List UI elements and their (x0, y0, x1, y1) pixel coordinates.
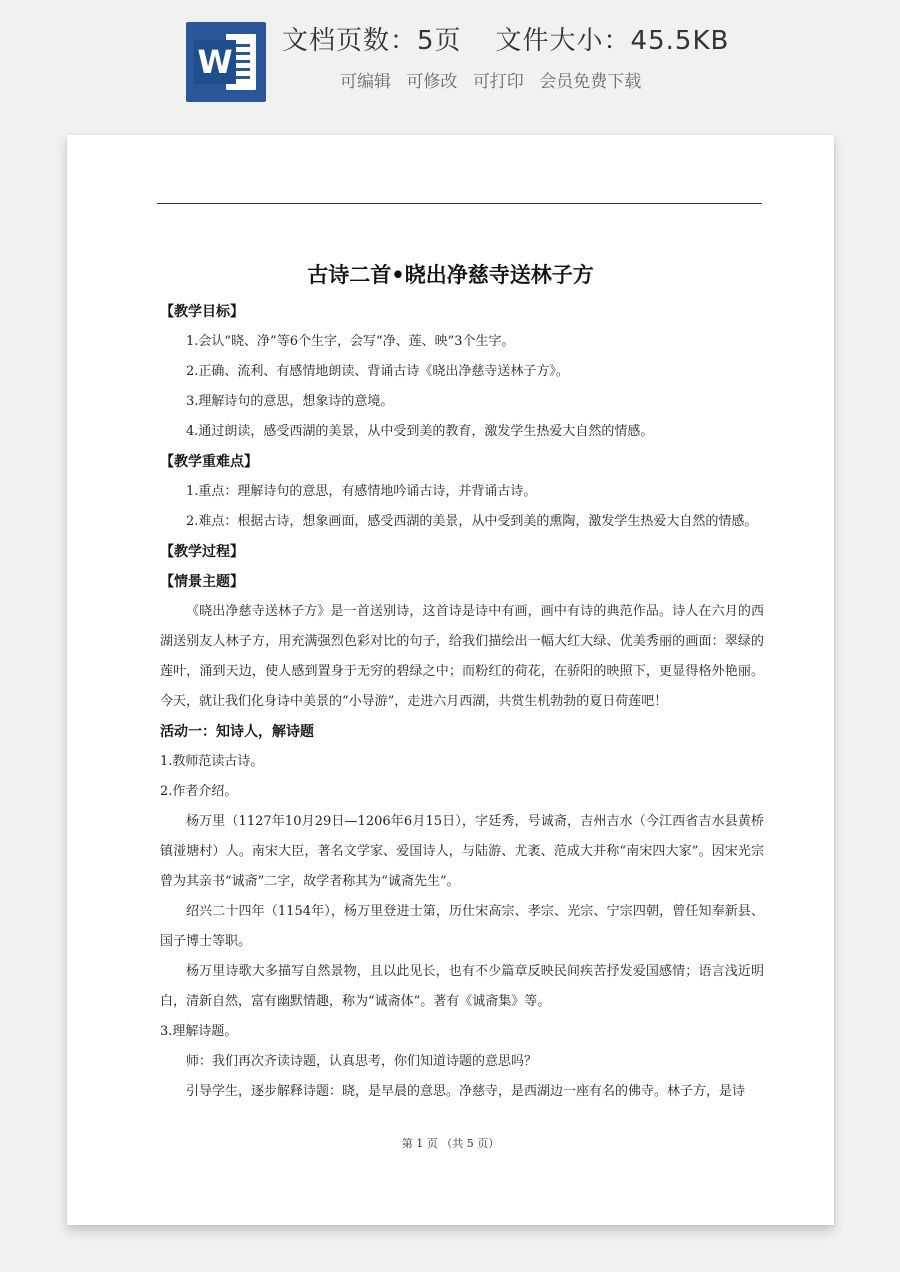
list-item: 2.难点：根据古诗，想象画面，感受西湖的美景，从中受到美的熏陶，激发学生热爱大自然的情感。 (186, 514, 758, 529)
paragraph: 杨万里（1127年10月29日—1206年6月15日），字廷秀，号诚斋，吉州吉水（今江西省吉水县黄桥镇湴塘村）人。南宋大臣，著名文学家、爱国诗人，与陆游、尤袤、范成大并称“南宋四大家”。因宋光宗曾为其亲书“诚斋”二字，故学者称其为“诚斋先生”。 (160, 814, 764, 889)
document-page (67, 135, 834, 1225)
section-heading: 【情景主题】 (160, 574, 244, 590)
list-item: 1.会认“晓、净”等6个生字，会写“净、莲、映”3个生字。 (186, 334, 515, 349)
page-footer: 第 1 页 （共 5 页） (401, 1137, 500, 1150)
document-title: 古诗二首•晓出净慈寺送林子方 (307, 262, 594, 287)
download-banner (0, 0, 900, 120)
feature-member-free-download: 会员免费下载 (539, 72, 642, 92)
feature-list (340, 67, 651, 92)
section-heading: 【教学过程】 (160, 544, 244, 560)
page-count-label: 文档页数：5页 (282, 26, 462, 56)
word-icon-letter: W (194, 40, 236, 84)
list-item: 1.教师范读古诗。 (160, 754, 264, 769)
paragraph: 师：我们再次齐读诗题，认真思考，你们知道诗题的意思吗？ (186, 1054, 538, 1069)
paragraph: 引导学生，逐步解释诗题：晓，是早晨的意思。净慈寺，是西湖边一座有名的佛寺。林子方，是诗 (186, 1084, 746, 1099)
word-document-icon (186, 22, 266, 102)
feature-modifiable: 可修改 (406, 72, 458, 92)
list-item: 2.正确、流利、有感情地朗读、背诵古诗《晓出净慈寺送林子方》。 (186, 364, 569, 379)
section-heading: 【教学重难点】 (160, 454, 258, 470)
list-item: 4.通过朗读，感受西湖的美景，从中受到美的教育，激发学生热爱大自然的情感。 (186, 424, 654, 439)
feature-printable: 可打印 (472, 72, 524, 92)
file-info (282, 20, 729, 57)
list-item: 3.理解诗题。 (160, 1024, 238, 1039)
list-item: 1.重点：理解诗句的意思，有感情地吟诵古诗，并背诵古诗。 (186, 484, 537, 499)
list-item: 3.理解诗句的意思，想象诗的意境。 (186, 394, 394, 409)
file-size-label: 文件大小：45.5KB (495, 26, 730, 56)
paragraph: 杨万里诗歌大多描写自然景物，且以此见长，也有不少篇章反映民间疾苦抒发爱国感情；语言浅近明白，清新自然，富有幽默情趣，称为“诚斋体”。著有《诚斋集》等。 (160, 964, 764, 1009)
activity-heading: 活动一：知诗人，解诗题 (160, 724, 314, 740)
header-rule (157, 203, 762, 204)
feature-editable: 可编辑 (340, 72, 391, 92)
section-heading: 【教学目标】 (160, 304, 244, 320)
document-body (160, 297, 764, 1107)
list-item: 2.作者介绍。 (160, 784, 238, 799)
paragraph: 《晓出净慈寺送林子方》是一首送别诗，这首诗是诗中有画，画中有诗的典范作品。诗人在六月的西湖送别友人林子方，用充满强烈色彩对比的句子，给我们描绘出一幅大红大绿、优美秀丽的画面：翠绿的莲叶，涌到天边，使人感到置身于无穷的碧绿之中；而粉红的荷花，在骄阳的映照下，更显得格外艳丽。今天，就让我们化身诗中美景的“小导游”，走进六月西湖，共赏生机勃勃的夏日荷莲吧！ (160, 604, 764, 709)
paragraph: 绍兴二十四年（1154年），杨万里登进士第，历仕宋高宗、孝宗、光宗、宁宗四朝，曾任知奉新县、国子博士等职。 (160, 904, 764, 949)
